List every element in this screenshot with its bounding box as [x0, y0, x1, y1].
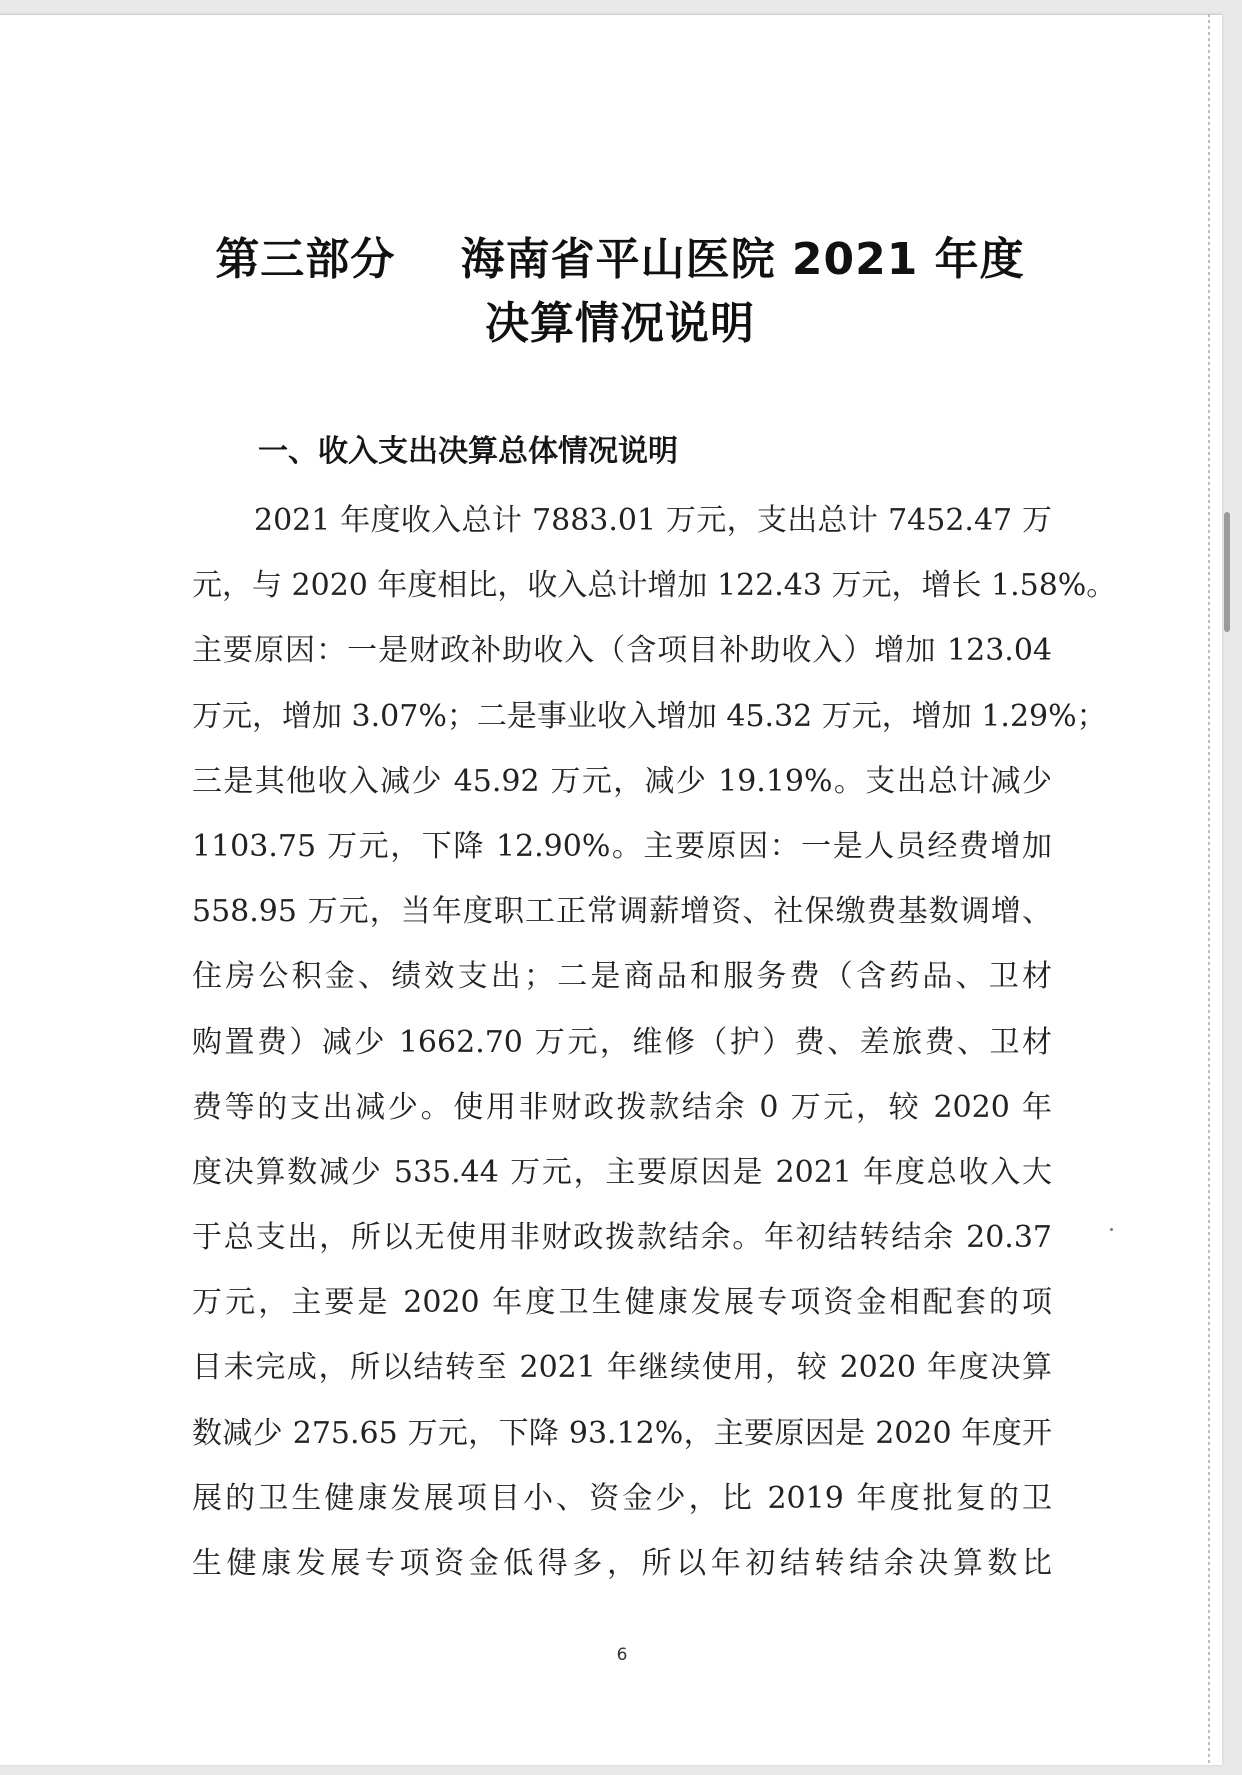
body-line: 度决算数减少 535.44 万元，主要原因是 2021 年度总收入大 — [192, 1154, 1052, 1190]
body-line: 2021 年度收入总计 7883.01 万元，支出总计 7452.47 万 — [254, 503, 1052, 538]
page-edge-dotted-line — [1208, 14, 1210, 1764]
body-line: 住房公积金、绩效支出；二是商品和服务费（含药品、卫材 — [192, 959, 1052, 995]
document-title-line-1: 第三部分 海南省平山医院 2021 年度 — [215, 234, 1025, 285]
body-line: 目未完成，所以结转至 2021 年继续使用，较 2020 年度决算 — [192, 1350, 1052, 1386]
section-heading: 一、收入支出决算总体情况说明 — [258, 434, 678, 469]
body-line: 数减少 275.65 万元，下降 93.12%，主要原因是 2020 年度开 — [192, 1415, 1052, 1451]
body-line: 元，与 2020 年度相比，收入总计增加 122.43 万元，增长 1.58%。 — [192, 568, 1117, 604]
page-number: 6 — [616, 1645, 628, 1665]
document-title-line-2: 决算情况说明 — [485, 298, 755, 349]
body-line: 展的卫生健康发展项目小、资金少，比 2019 年度批复的卫 — [192, 1480, 1052, 1516]
document-title — [190, 228, 1050, 356]
body-line: 三是其他收入减少 45.92 万元，减少 19.19%。支出总计减少 — [192, 763, 1052, 799]
body-line: 费等的支出减少。使用非财政拨款结余 0 万元，较 2020 年 — [192, 1089, 1052, 1125]
body-line: 生健康发展专项资金低得多，所以年初结转结余决算数比 — [192, 1546, 1052, 1581]
body-paragraph — [192, 496, 1117, 1604]
body-line: 主要原因：一是财政补助收入（含项目补助收入）增加 123.04 — [192, 633, 1052, 669]
body-line: 1103.75 万元，下降 12.90%。主要原因：一是人员经费增加 — [192, 828, 1052, 864]
body-line: 万元，主要是 2020 年度卫生健康发展专项资金相配套的项 — [192, 1285, 1052, 1321]
body-line: 558.95 万元，当年度职工正常调薪增资、社保缴费基数调增、 — [192, 894, 1052, 930]
body-line: 万元，增加 3.07%；二是事业收入增加 45.32 万元，增加 1.29%； — [192, 698, 1107, 734]
scan-speck — [1110, 1228, 1113, 1231]
body-line: 购置费）减少 1662.70 万元，维修（护）费、差旅费、卫材 — [192, 1024, 1052, 1060]
vertical-scrollbar[interactable] — [1224, 512, 1230, 632]
body-line: 于总支出，所以无使用非财政拨款结余。年初结转结余 20.37 — [192, 1220, 1052, 1256]
